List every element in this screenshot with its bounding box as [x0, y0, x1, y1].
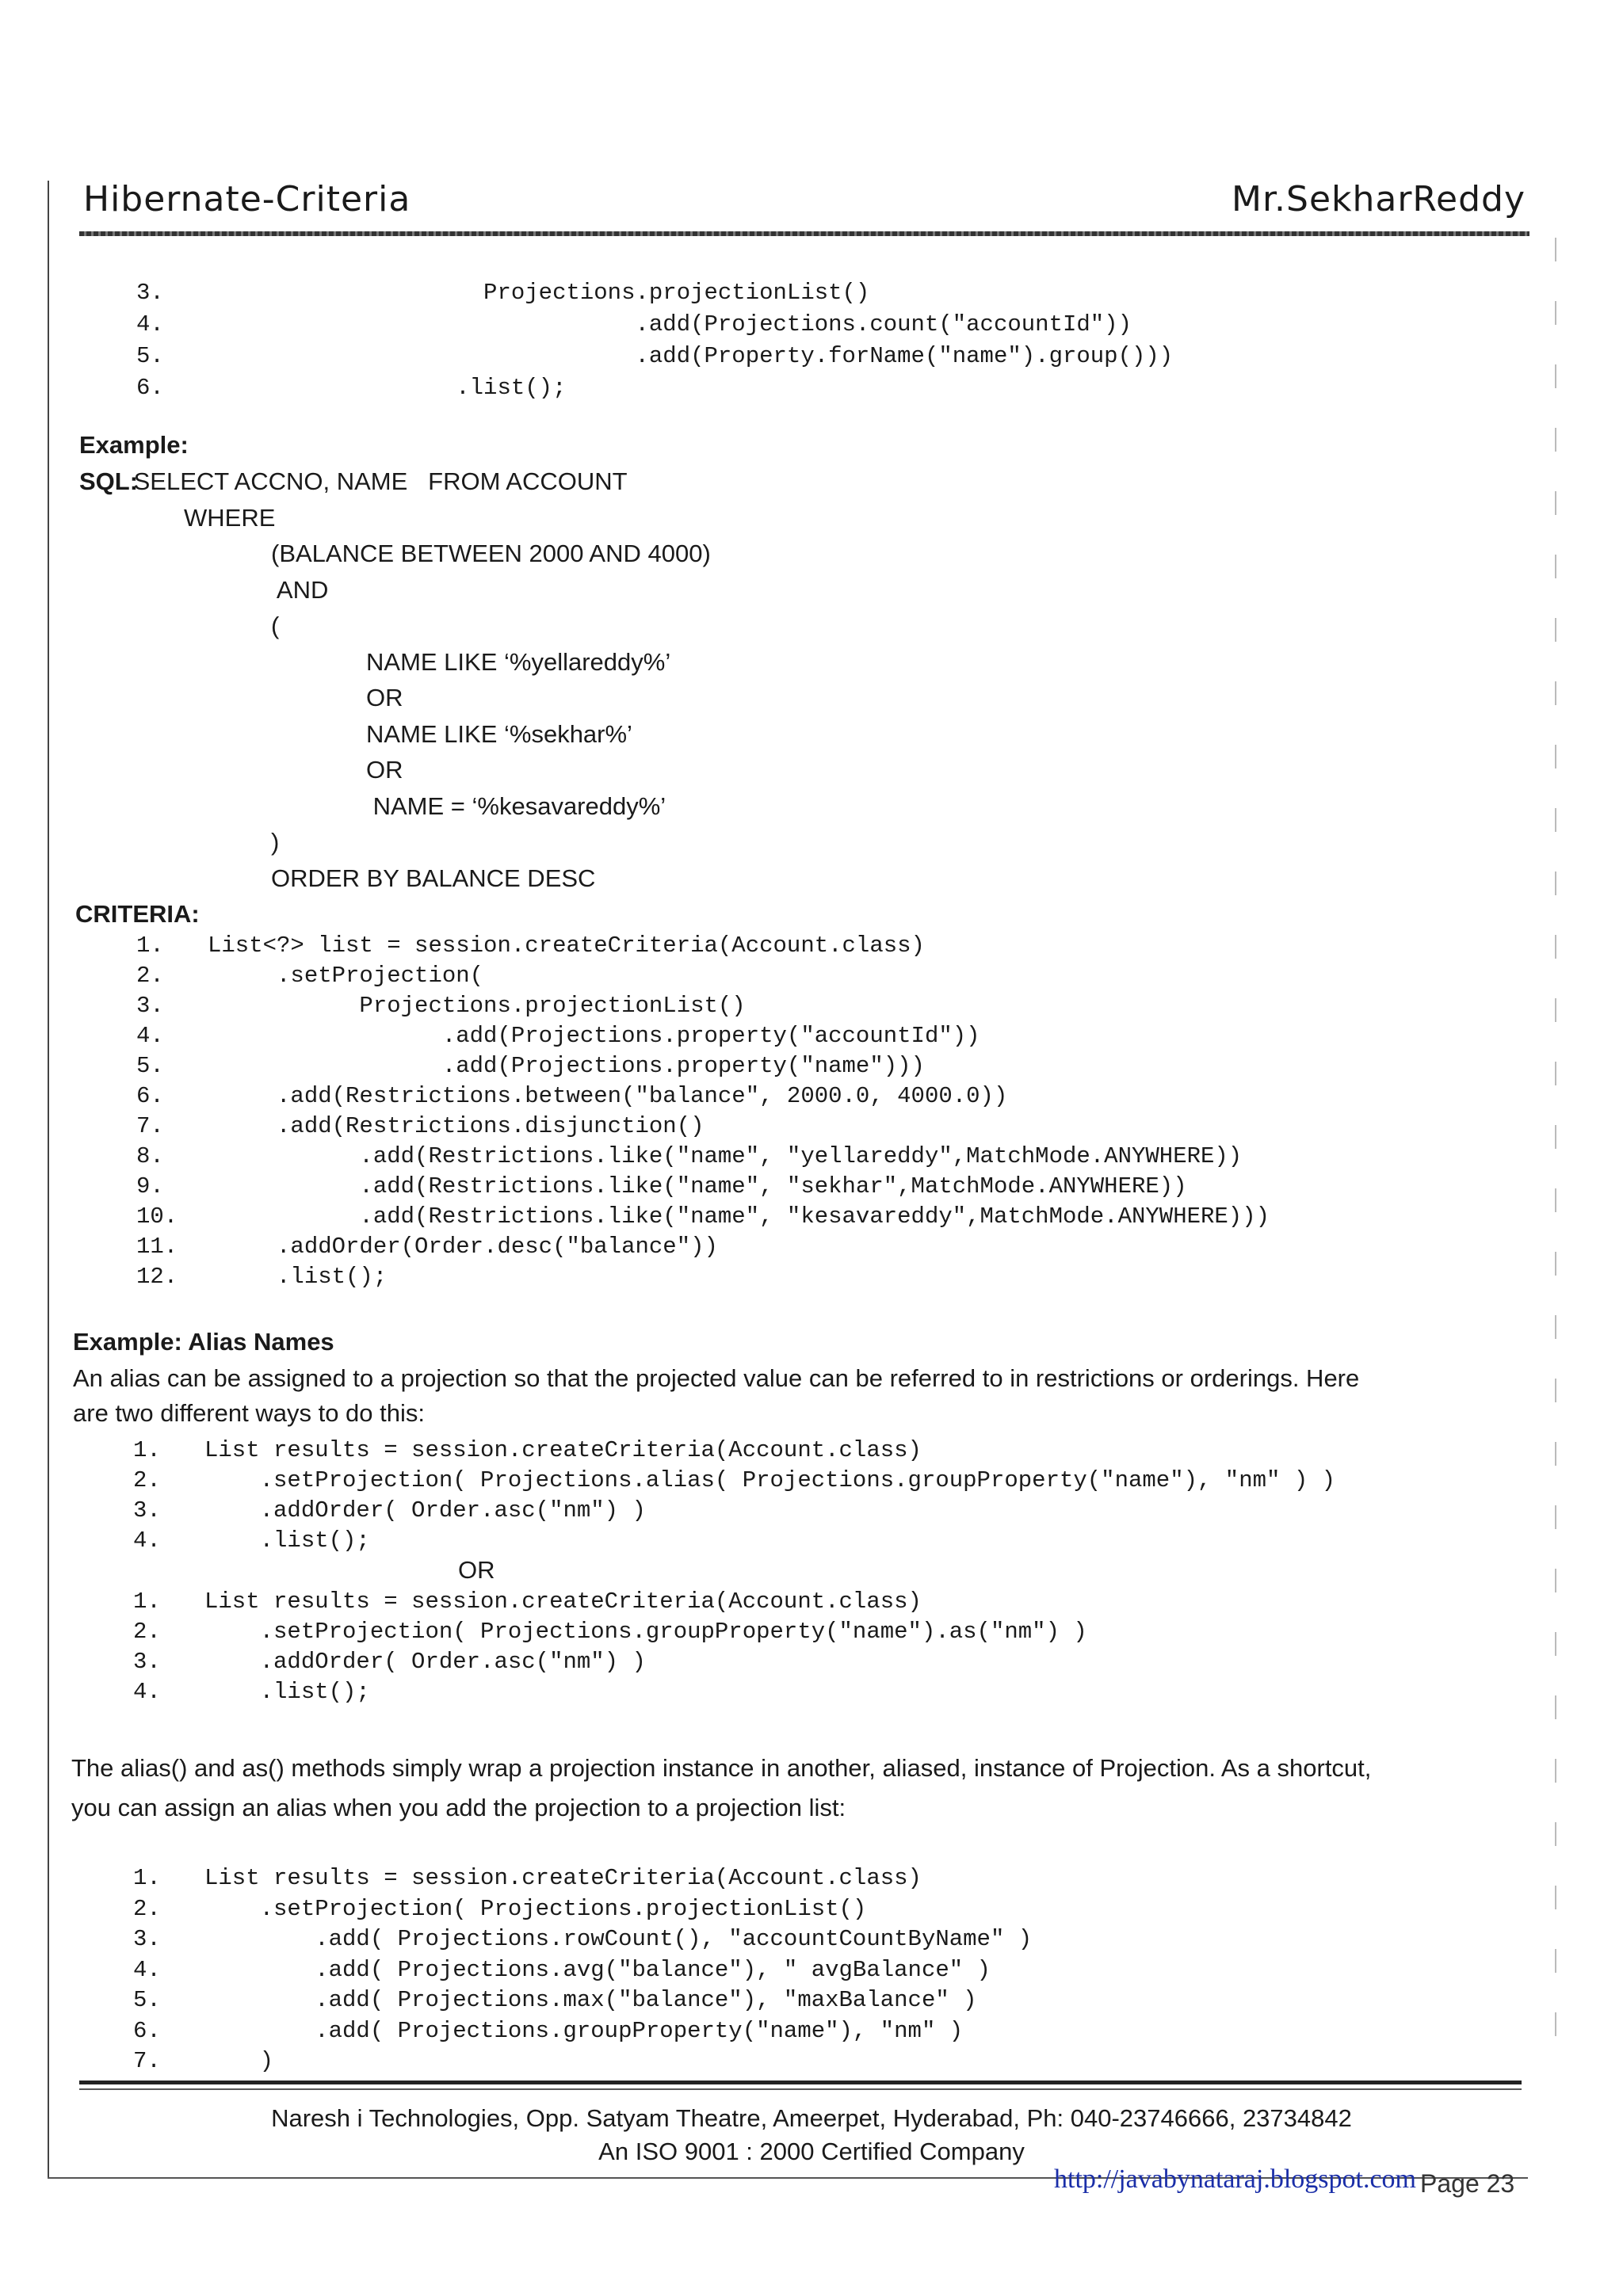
code-text: .setProjection( Projections.groupProperty("name").as("nm") )	[204, 1619, 1087, 1645]
code-line	[136, 1202, 1270, 1232]
code-line	[136, 1262, 1270, 1292]
code-line	[136, 1021, 1270, 1051]
footer-iso: An ISO 9001 : 2000 Certified Company	[598, 2138, 1025, 2165]
line-number: 2.	[133, 1895, 161, 1922]
code-line	[133, 2016, 1032, 2047]
alias-para-line-2: you can assign an alias when you add the projection to a projection list:	[71, 1794, 846, 1821]
code-line	[133, 1496, 1335, 1526]
alias-intro-line-1: An alias can be assigned to a projection so that the projected value can be referred to in restrictions or orderings. Here	[73, 1364, 1360, 1392]
code-text: Projections.projectionList()	[208, 993, 746, 1019]
code-line	[133, 1526, 1335, 1556]
line-number: 1.	[133, 1865, 161, 1891]
code-text: .add(Restrictions.like("name", "kesavareddy",MatchMode.ANYWHERE)))	[208, 1203, 1270, 1230]
code-text: .addOrder( Order.asc("nm") )	[204, 1497, 646, 1524]
sql-line: WHERE	[184, 503, 276, 532]
code-line	[136, 1172, 1270, 1202]
footer-address: Naresh i Technologies, Opp. Satyam Theatre, Ameerpet, Hyderabad, Ph: 040-23746666, 23734842	[271, 2104, 1352, 2132]
code-block-alias-1	[133, 1436, 1335, 1556]
line-number: 3.	[136, 993, 164, 1019]
alias-para-line-1: The alias() and as() methods simply wrap a projection instance in another, aliased, instance of Projection. As a shortcut,	[71, 1754, 1372, 1782]
code-line	[133, 2046, 1032, 2077]
code-text: .add( Projections.avg("balance"), " avgBalance" )	[204, 1956, 991, 1983]
code-line	[133, 1436, 1335, 1466]
code-text: Projections.projectionList()	[208, 280, 870, 306]
sql-label: SQL:	[79, 467, 139, 495]
sql-line: NAME LIKE ‘%yellareddy%’	[366, 647, 671, 676]
code-line	[133, 1863, 1032, 1894]
code-line	[133, 1466, 1335, 1496]
code-text: .list();	[204, 1527, 370, 1554]
code-line	[133, 1924, 1032, 1955]
code-text: List<?> list = session.createCriteria(Account.class)	[208, 933, 925, 959]
code-line	[136, 1051, 1270, 1081]
line-number: 4.	[136, 311, 164, 338]
sql-line: (	[271, 612, 280, 639]
alias-intro-line-2: are two different ways to do this:	[73, 1399, 425, 1427]
code-text: .list();	[204, 1679, 370, 1705]
code-line	[136, 931, 1270, 961]
sql-line: )	[271, 828, 280, 856]
sql-line: OR	[366, 684, 403, 711]
line-number: 5.	[136, 343, 164, 369]
page-header	[83, 179, 1526, 227]
code-text: .add(Restrictions.between("balance", 2000.0, 4000.0))	[208, 1083, 1008, 1109]
sql-line: (BALANCE BETWEEN 2000 AND 4000)	[271, 540, 711, 567]
code-text: .setProjection( Projections.projectionList()	[204, 1895, 867, 1922]
line-number: 6.	[136, 1083, 164, 1109]
code-line	[133, 1985, 1032, 2016]
line-number: 4.	[133, 1956, 161, 1983]
code-block-projection-tail	[136, 277, 1173, 404]
line-number: 2.	[133, 1619, 161, 1645]
line-number: 1.	[136, 933, 164, 959]
sql-line: OR	[366, 756, 403, 784]
code-text: .add(Restrictions.like("name", "yellareddy",MatchMode.ANYWHERE))	[208, 1143, 1243, 1169]
code-line	[133, 1955, 1032, 1986]
code-block-alias-2	[133, 1587, 1087, 1707]
line-number: 3.	[133, 1926, 161, 1952]
line-number: 1.	[133, 1589, 161, 1615]
code-text: .add(Restrictions.disjunction()	[208, 1113, 705, 1139]
code-text: .list();	[208, 375, 567, 401]
line-number: 8.	[136, 1143, 164, 1169]
code-text: .add( Projections.max("balance"), "maxBalance" )	[204, 1987, 977, 2013]
code-text: )	[204, 2048, 274, 2074]
line-number: 3.	[133, 1497, 161, 1524]
footer-rule	[79, 2081, 1522, 2084]
footer-rule-thin	[79, 2088, 1522, 2090]
criteria-heading: CRITERIA:	[75, 900, 200, 928]
alias-heading: Example: Alias Names	[73, 1328, 334, 1356]
code-block-alias-3	[133, 1863, 1032, 2077]
code-text: .add(Projections.property("accountId"))	[208, 1023, 980, 1049]
code-line	[136, 277, 1173, 309]
line-number: 4.	[136, 1023, 164, 1049]
sql-line: NAME LIKE ‘%sekhar%’	[366, 719, 632, 748]
code-text: .addOrder( Order.asc("nm") )	[204, 1649, 646, 1675]
page-number: Page 23	[1420, 2169, 1515, 2198]
code-text: .add(Property.forName("name").group()))	[208, 343, 1174, 369]
line-number: 6.	[133, 2017, 161, 2044]
line-number: 3.	[136, 280, 164, 306]
code-line	[136, 309, 1173, 341]
line-number: 7.	[136, 1113, 164, 1139]
code-line	[136, 341, 1173, 372]
blog-url-link[interactable]: http://javabynataraj.blogspot.com	[1054, 2164, 1417, 2194]
line-number: 4.	[133, 1527, 161, 1554]
code-text: .add( Projections.groupProperty("name"), "nm" )	[204, 2017, 964, 2044]
code-text: List results = session.createCriteria(Account.class)	[204, 1437, 922, 1463]
code-text: .setProjection( Projections.alias( Projections.groupProperty("name"), "nm" ) )	[204, 1467, 1336, 1493]
line-number: 4.	[133, 1679, 161, 1705]
code-line	[136, 1081, 1270, 1112]
code-text: .add(Projections.count("accountId"))	[208, 311, 1132, 338]
code-text: .add(Restrictions.like("name", "sekhar",MatchMode.ANYWHERE))	[208, 1173, 1187, 1199]
line-number: 5.	[133, 1987, 161, 2013]
code-text: List results = session.createCriteria(Account.class)	[204, 1589, 922, 1615]
line-number: 10.	[136, 1203, 178, 1230]
sql-line: AND	[271, 575, 329, 604]
code-line	[133, 1617, 1087, 1647]
code-line	[136, 991, 1270, 1021]
line-number: 3.	[133, 1649, 161, 1675]
line-number: 11.	[136, 1234, 178, 1260]
line-number: 12.	[136, 1264, 178, 1290]
line-number: 5.	[136, 1053, 164, 1079]
sql-line: SELECT ACCNO, NAME FROM ACCOUNT	[127, 467, 628, 495]
line-number: 2.	[133, 1467, 161, 1493]
code-text: .addOrder(Order.desc("balance"))	[208, 1234, 718, 1260]
scan-edge-marks	[1555, 238, 1556, 2060]
code-line	[133, 1894, 1032, 1925]
code-line	[136, 1142, 1270, 1172]
sql-line: ORDER BY BALANCE DESC	[271, 864, 596, 892]
line-number: 9.	[136, 1173, 164, 1199]
or-label: OR	[458, 1556, 495, 1584]
code-text: .setProjection(	[208, 963, 484, 989]
sql-line: NAME = ‘%kesavareddy%’	[366, 791, 666, 820]
code-text: .add( Projections.rowCount(), "accountCountByName" )	[204, 1926, 1033, 1952]
code-line	[136, 1232, 1270, 1262]
code-line	[136, 961, 1270, 991]
code-text: .add(Projections.property("name")))	[208, 1053, 925, 1079]
code-text: .list();	[208, 1264, 388, 1290]
code-text: List results = session.createCriteria(Account.class)	[204, 1865, 922, 1891]
code-block-criteria	[136, 931, 1270, 1292]
header-rule	[79, 231, 1529, 236]
line-number: 6.	[136, 375, 164, 401]
line-number: 2.	[136, 963, 164, 989]
header-author: Mr.SekharReddy	[1232, 179, 1526, 219]
line-number: 1.	[133, 1437, 161, 1463]
example-heading: Example:	[79, 431, 189, 459]
line-number: 7.	[133, 2048, 161, 2074]
code-line	[133, 1587, 1087, 1617]
code-line	[133, 1677, 1087, 1707]
code-line	[136, 372, 1173, 404]
code-line	[133, 1647, 1087, 1677]
header-title: Hibernate-Criteria	[83, 179, 411, 219]
code-line	[136, 1112, 1270, 1142]
